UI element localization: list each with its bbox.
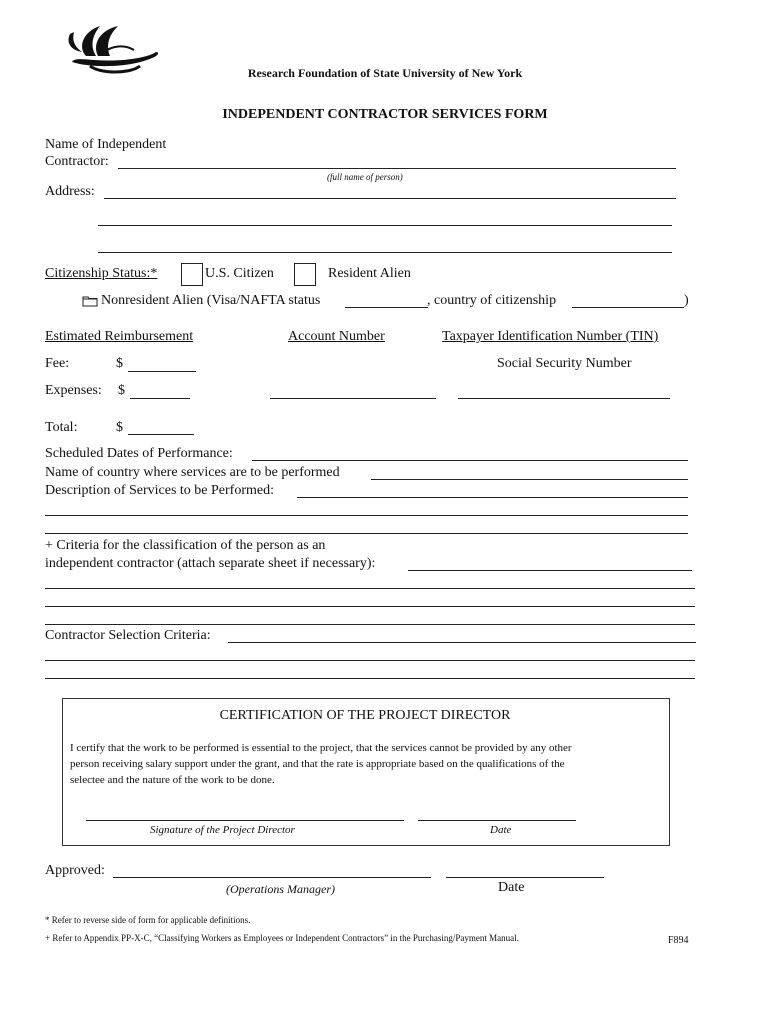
- classification-criteria-field-line3[interactable]: [45, 606, 695, 607]
- approved-label: Approved:: [45, 863, 105, 878]
- director-date-field[interactable]: [418, 820, 576, 821]
- organization-name: Research Foundation of State University of New York: [247, 66, 523, 80]
- footnote-definitions: * Refer to reverse side of form for applicable definitions.: [45, 915, 251, 925]
- resident-alien-label: Resident Alien: [328, 266, 411, 281]
- visa-status-field[interactable]: [345, 307, 428, 308]
- selection-criteria-field-line3[interactable]: [45, 678, 695, 679]
- classification-criteria-field-line2[interactable]: [45, 588, 695, 589]
- fee-field[interactable]: [128, 371, 196, 372]
- fee-label: Fee:: [45, 356, 70, 371]
- contractor-name-label-line1: Name of Independent: [45, 137, 167, 152]
- director-date-caption: Date: [490, 824, 512, 836]
- address-label: Address:: [45, 184, 95, 199]
- description-field-line1[interactable]: [297, 497, 688, 498]
- resident-alien-checkbox[interactable]: [294, 263, 316, 286]
- nonresident-alien-label: Nonresident Alien (Visa/NAFTA status: [101, 293, 321, 308]
- address-field-line3[interactable]: [98, 252, 672, 253]
- contractor-name-field[interactable]: [118, 168, 676, 169]
- certification-title: CERTIFICATION OF THE PROJECT DIRECTOR: [219, 708, 511, 723]
- total-field[interactable]: [128, 434, 194, 435]
- approval-signature-field[interactable]: [113, 877, 431, 878]
- tin-header: Taxpayer Identification Number (TIN): [442, 329, 659, 344]
- selection-criteria-label: Contractor Selection Criteria:: [45, 628, 211, 643]
- description-of-services-label: Description of Services to be Performed:: [45, 483, 274, 498]
- certification-text-line1: I certify that the work to be performed is essential to the project, that the services cannot be provided by any other: [70, 742, 572, 754]
- nonresident-alien-checkbox-icon[interactable]: [82, 295, 98, 307]
- estimated-reimbursement-header: Estimated Reimbursement: [45, 329, 194, 344]
- full-name-hint: (full name of person): [327, 172, 403, 182]
- country-of-services-label: Name of country where services are to be performed: [45, 465, 340, 480]
- ssn-label: Social Security Number: [497, 356, 632, 371]
- approval-date-caption: Date: [498, 880, 525, 895]
- scheduled-dates-field[interactable]: [252, 460, 688, 461]
- address-field-line1[interactable]: [104, 198, 676, 199]
- us-citizen-label: U.S. Citizen: [205, 266, 274, 281]
- address-field-line2[interactable]: [98, 225, 672, 226]
- operations-manager-caption: (Operations Manager): [226, 882, 335, 896]
- director-signature-field[interactable]: [86, 820, 404, 821]
- description-field-line3[interactable]: [45, 533, 688, 534]
- certification-text-line3: selectee and the nature of the work to be done.: [70, 774, 275, 786]
- classification-criteria-field-line1[interactable]: [408, 570, 692, 571]
- ssn-field[interactable]: [458, 398, 670, 399]
- us-citizen-checkbox[interactable]: [181, 263, 203, 286]
- classification-criteria-label-line2: independent contractor (attach separate sheet if necessary):: [45, 556, 376, 571]
- country-of-services-field[interactable]: [371, 479, 688, 480]
- form-title: INDEPENDENT CONTRACTOR SERVICES FORM: [222, 107, 548, 122]
- scheduled-dates-label: Scheduled Dates of Performance:: [45, 446, 233, 461]
- signature-caption: Signature of the Project Director: [150, 824, 295, 836]
- country-of-citizenship-label: , country of citizenship: [427, 293, 557, 308]
- total-currency: $: [116, 420, 123, 435]
- form-number: F894: [668, 935, 689, 946]
- approval-date-field[interactable]: [446, 877, 604, 878]
- account-number-field[interactable]: [270, 398, 436, 399]
- country-of-citizenship-field[interactable]: [572, 307, 684, 308]
- expenses-label: Expenses:: [45, 383, 102, 398]
- close-paren: ): [684, 293, 689, 308]
- contractor-name-label-line2: Contractor:: [45, 154, 109, 169]
- selection-criteria-field-line1[interactable]: [228, 642, 696, 643]
- total-label: Total:: [45, 420, 78, 435]
- account-number-header: Account Number: [288, 329, 385, 344]
- description-field-line2[interactable]: [45, 515, 688, 516]
- citizenship-status-label: Citizenship Status:*: [45, 266, 158, 281]
- classification-criteria-field-line4[interactable]: [45, 624, 695, 625]
- selection-criteria-field-line2[interactable]: [45, 660, 695, 661]
- certification-text-line2: person receiving salary support under the grant, and that the rate is appropriate based on the qualifications of the: [70, 758, 565, 770]
- expenses-currency: $: [118, 383, 125, 398]
- expenses-field[interactable]: [130, 398, 190, 399]
- classification-criteria-label-line1: + Criteria for the classification of the person as an: [45, 538, 326, 553]
- fee-currency: $: [116, 356, 123, 371]
- footnote-appendix: + Refer to Appendix PP-X-C, “Classifying Workers as Employees or Independent Contractors” in the Purchasing/Payment Manual.: [45, 933, 519, 943]
